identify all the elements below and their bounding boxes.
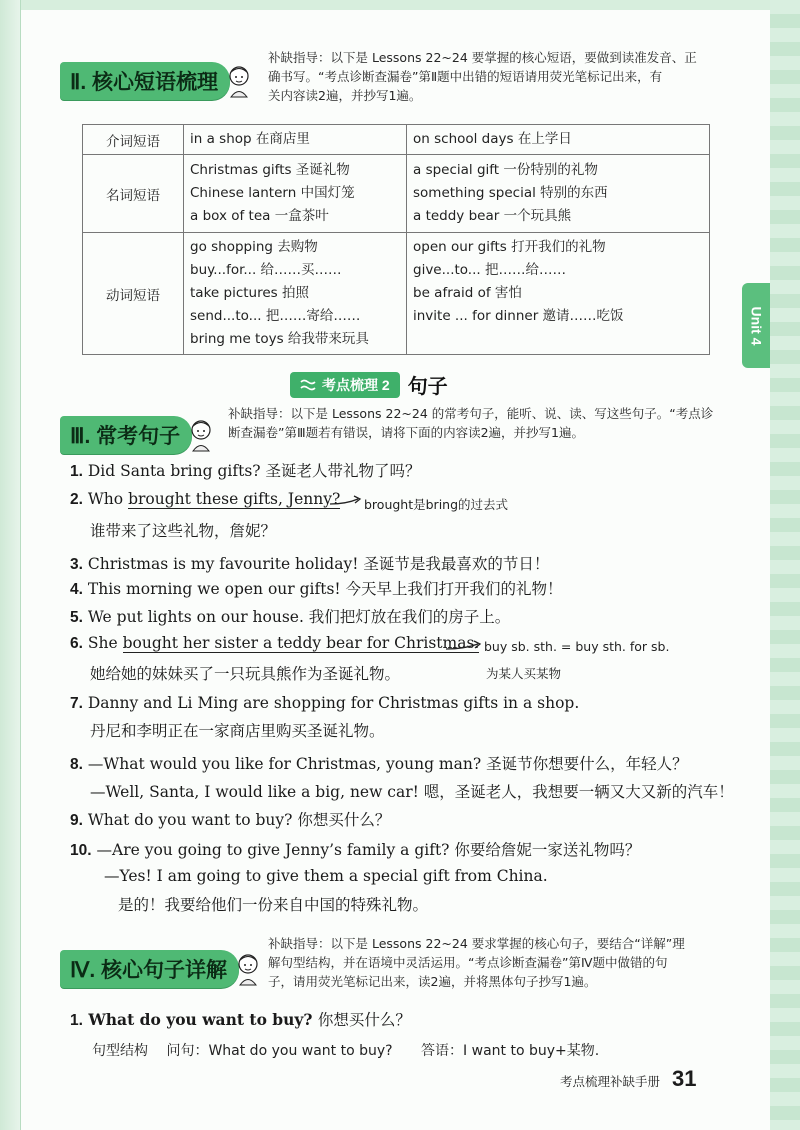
underlined-text: brought these gifts, Jenny? xyxy=(128,490,341,508)
sentence-number: 1. xyxy=(70,463,83,480)
section2-heading xyxy=(60,62,252,100)
kaodian-heading xyxy=(290,370,448,399)
sentence-number: 7. xyxy=(70,695,83,712)
student-avatar-icon xyxy=(188,418,214,452)
grammar-note: buy sb. sth. = buy sth. for sb. xyxy=(484,639,670,654)
unit-tab xyxy=(742,283,770,368)
kaodian-title: 句子 xyxy=(407,374,448,398)
sentence-number: 3. xyxy=(70,556,83,573)
sentence-text: Who xyxy=(87,490,129,508)
kaodian-badge-label: 考点梳理 2 xyxy=(322,376,390,393)
sentence-text: —Are you going to give Jenny’s family a gift? 你要给詹妮一家送礼物吗？ xyxy=(96,841,641,859)
underlined-text: bought her sister a teddy bear for Christmas. xyxy=(122,634,480,652)
table-cell xyxy=(184,155,407,233)
phrase: go shopping 去购物 xyxy=(190,239,318,255)
sentence-text: This morning we open our gifts! 今天早上我们打开我们的礼物！ xyxy=(87,580,563,598)
sentence-text: —Yes! I am going to give them a special gift from China. xyxy=(104,867,548,885)
student-avatar-icon xyxy=(235,952,261,986)
sentence-2 xyxy=(70,490,340,509)
structure-answer: 答语：I want to buy+某物. xyxy=(421,1043,600,1059)
sentence-6 xyxy=(70,634,479,653)
section3-label: Ⅲ. 常考句子 xyxy=(60,416,192,454)
phrase: take pictures 拍照 xyxy=(190,285,309,301)
sentence-10 xyxy=(70,838,640,860)
phrase: something special 特别的东西 xyxy=(413,185,608,201)
sentence-text: —Well, Santa, I would like a big, new car! 嗯，圣诞老人，我想要一辆又大又新的汽车！ xyxy=(90,783,734,801)
phrase: in a shop 在商店里 xyxy=(190,131,310,147)
structure-question: 问句：What do you want to buy? xyxy=(166,1043,393,1059)
sentence-8 xyxy=(70,752,688,774)
sentence-translation: 她给她的妹妹买了一只玩具熊作为圣诞礼物。 xyxy=(90,665,401,683)
structure-label: 句型结构 xyxy=(92,1043,148,1059)
top-border xyxy=(0,0,800,10)
kaodian-badge xyxy=(290,372,400,398)
table-category: 介词短语 xyxy=(83,125,184,155)
sentence-1 xyxy=(70,459,421,481)
arrow-icon xyxy=(330,494,362,508)
table-cell xyxy=(407,233,710,355)
table-row xyxy=(83,155,710,233)
section3-heading xyxy=(60,416,214,454)
sentence-number: 4. xyxy=(70,581,83,598)
sentence-text: She xyxy=(87,634,123,652)
sentence-number: 9. xyxy=(70,812,83,829)
table-cell xyxy=(407,155,710,233)
sentence-translation: 丹尼和李明正在一家商店里购买圣诞礼物。 xyxy=(90,722,385,740)
sentence-5 xyxy=(70,605,510,627)
sentence-text: —What would you like for Christmas, young man? 圣诞节你想要什么，年轻人？ xyxy=(87,755,688,773)
table-cell xyxy=(184,233,407,355)
phrase: invite ... for dinner 邀请……吃饭 xyxy=(413,308,624,324)
sentence-translation: 你想买什么？ xyxy=(317,1011,411,1029)
phrase: Chinese lantern 中国灯笼 xyxy=(190,185,355,201)
table-cell xyxy=(407,125,710,155)
phrase: on school days 在上学日 xyxy=(413,131,572,147)
core-sentence-1 xyxy=(70,1008,411,1030)
sentence-text: Christmas is my favourite holiday! 圣诞节是我最喜欢的节日！ xyxy=(87,555,550,573)
section2-label: Ⅱ. 核心短语梳理 xyxy=(60,62,230,100)
table-category: 动词短语 xyxy=(83,233,184,355)
phrase: Christmas gifts 圣诞礼物 xyxy=(190,162,350,178)
sentence-4 xyxy=(70,577,563,599)
sentence-number: 2. xyxy=(70,491,83,508)
sentence-text: Did Santa bring gifts? 圣诞老人带礼物了吗？ xyxy=(87,462,421,480)
sentence-text: We put lights on our house. 我们把灯放在我们的房子上。 xyxy=(87,608,511,626)
table-row xyxy=(83,233,710,355)
sentence-7 xyxy=(70,694,579,713)
guide-line: 断查漏卷”第Ⅲ题若有错误，请将下面的内容读2遍，并抄写1遍。 xyxy=(228,425,585,440)
guide-line: 子，请用荧光笔标记出来，读2遍，并将黑体句子抄写1遍。 xyxy=(268,974,597,989)
left-border xyxy=(0,0,21,1130)
table-category: 名词短语 xyxy=(83,155,184,233)
phrase: bring me toys 给我带来玩具 xyxy=(190,331,369,347)
guide-line: 补缺指导：以下是 Lessons 22~24 要求掌握的核心句子，要结合“详解”理 xyxy=(268,936,685,951)
phrase: be afraid of 害怕 xyxy=(413,285,522,301)
page-number: 31 xyxy=(672,1066,697,1091)
sentence-3 xyxy=(70,552,549,574)
phrase: open our gifts 打开我们的礼物 xyxy=(413,239,606,255)
structure-row xyxy=(92,1040,599,1060)
grammar-note: brought是bring的过去式 xyxy=(364,497,509,512)
phrase: give...to... 把……给…… xyxy=(413,262,566,278)
phrase: send...to... 把……寄给…… xyxy=(190,308,361,324)
section4-heading xyxy=(60,950,261,988)
sentence-text: What do you want to buy? 你想买什么？ xyxy=(87,811,391,829)
phrase: a box of tea 一盒茶叶 xyxy=(190,208,329,224)
footer-text: 考点梳理补缺手册 xyxy=(560,1074,661,1089)
section2-guide xyxy=(268,48,697,105)
sentence-text: What do you want to buy? xyxy=(88,1010,313,1029)
section4-label: Ⅳ. 核心句子详解 xyxy=(60,950,239,988)
guide-line: 补缺指导：以下是 Lessons 22~24 的常考句子，能听、说、读、写这些句子。“考点诊 xyxy=(228,406,714,421)
guide-line: 解句型结构，并在语境中灵活运用。“考点诊断查漏卷”第Ⅳ题中做错的句 xyxy=(268,955,668,970)
table-row xyxy=(83,125,710,155)
sentence-number: 6. xyxy=(70,635,83,652)
guide-line: 关内容读2遍，并抄写1遍。 xyxy=(268,88,422,103)
phrase: a teddy bear 一个玩具熊 xyxy=(413,208,572,224)
student-avatar-icon xyxy=(226,64,252,98)
sentence-translation: 是的！我要给他们一份来自中国的特殊礼物。 xyxy=(118,896,429,914)
page-footer xyxy=(560,1066,697,1092)
sentence-number: 1. xyxy=(70,1012,83,1029)
phrase: buy...for... 给……买…… xyxy=(190,262,342,278)
grammar-note: 为某人买某物 xyxy=(486,666,562,681)
sentence-text: Danny and Li Ming are shopping for Christmas gifts in a shop. xyxy=(87,694,580,712)
unit-tab-label: Unit 4 xyxy=(748,306,765,345)
section4-guide xyxy=(268,934,685,991)
table-cell xyxy=(184,125,407,155)
phrase: a special gift 一份特别的礼物 xyxy=(413,162,598,178)
right-border xyxy=(770,0,800,1130)
guide-line: 确书写。“考点诊断查漏卷”第Ⅱ题中出错的短语请用荧光笔标记出来，有 xyxy=(268,69,663,84)
wave-icon xyxy=(300,379,316,391)
arrow-icon xyxy=(446,638,482,652)
guide-line: 补缺指导：以下是 Lessons 22~24 要掌握的核心短语，要做到读准发音、正 xyxy=(268,50,697,65)
sentence-number: 8. xyxy=(70,756,83,773)
phrase-table xyxy=(82,124,710,355)
sentence-9 xyxy=(70,808,390,830)
section3-guide xyxy=(228,404,713,442)
sentence-translation: 谁带来了这些礼物，詹妮？ xyxy=(90,522,277,540)
sentence-number: 10. xyxy=(70,842,92,859)
sentence-number: 5. xyxy=(70,609,83,626)
